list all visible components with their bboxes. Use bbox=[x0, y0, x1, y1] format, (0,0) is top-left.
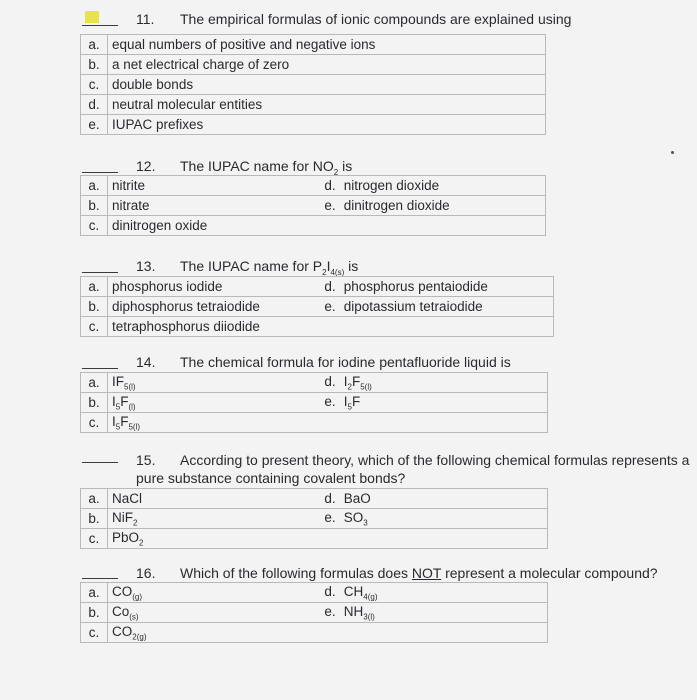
question-16-stem: 16. Which of the following formulas does NOT represent a molecular compound? bbox=[136, 565, 658, 581]
answer-blank-16[interactable] bbox=[82, 578, 118, 579]
option-row[interactable]: a. equal numbers of positive and negative ions bbox=[81, 35, 546, 55]
option-row[interactable]: c. double bonds bbox=[81, 75, 546, 95]
question-16-options bbox=[80, 582, 548, 643]
option-row[interactable]: b. $Co_{(s)}$ e. $NH_{3(l)}$ bbox=[81, 603, 548, 623]
question-15-stem: 15. According to present theory, which of the following chemical formulas represents a pure substance containing covalent bonds? bbox=[136, 452, 690, 486]
option-row[interactable]: c. $CO_{2(g)}$ bbox=[81, 623, 548, 643]
option-row[interactable]: b. $I_5F_{(l)}$ e. $I_5F$ bbox=[81, 393, 548, 413]
option-row[interactable]: b. nitrate e. dinitrogen dioxide bbox=[81, 196, 546, 216]
answer-blank-12[interactable] bbox=[82, 172, 118, 173]
question-13-options bbox=[80, 276, 554, 337]
question-15-options bbox=[80, 488, 548, 549]
option-row[interactable]: a. phosphorus iodide d. phosphorus pentaiodide bbox=[81, 277, 554, 297]
option-row[interactable]: b. NiF$_2$ e. $SO_3$ bbox=[81, 509, 548, 529]
option-row[interactable]: d. neutral molecular entities bbox=[81, 95, 546, 115]
option-row[interactable]: b. a net electrical charge of zero bbox=[81, 55, 546, 75]
question-14-options bbox=[80, 372, 548, 433]
stray-dot bbox=[671, 151, 674, 154]
option-row[interactable]: a. $IF_{5(l)}$ d. $I_2F_{5(l)}$ bbox=[81, 373, 548, 393]
answer-blank-13[interactable] bbox=[82, 272, 118, 273]
option-row[interactable]: b. diphosphorus tetraiodide e. dipotassium tetraiodide bbox=[81, 297, 554, 317]
option-row[interactable]: a. $CO_{(g)}$ d. $CH_{4(g)}$ bbox=[81, 583, 548, 603]
answer-blank-15[interactable] bbox=[82, 462, 118, 463]
question-12-options bbox=[80, 175, 546, 236]
question-11-options bbox=[80, 34, 546, 135]
option-row[interactable]: c. $I_5F_{5(l)}$ bbox=[81, 413, 548, 433]
answer-blank-14[interactable] bbox=[82, 368, 118, 369]
question-14-stem: 14. The chemical formula for iodine pentafluoride liquid is bbox=[136, 354, 511, 370]
answer-blank-11[interactable] bbox=[82, 25, 118, 26]
option-row[interactable]: a. NaCl d. BaO bbox=[81, 489, 548, 509]
question-12-stem: 12. The IUPAC name for $NO_2$ is bbox=[136, 158, 353, 177]
option-row[interactable]: a. nitrite d. nitrogen dioxide bbox=[81, 176, 546, 196]
highlight-mark bbox=[85, 11, 99, 23]
option-row[interactable]: c. dinitrogen oxide bbox=[81, 216, 546, 236]
question-13-stem: 13. The IUPAC name for $P_2I_{4(s)}$ is bbox=[136, 258, 359, 277]
option-row[interactable]: e. IUPAC prefixes bbox=[81, 115, 546, 135]
option-row[interactable]: c. PbO$_2$ bbox=[81, 529, 548, 549]
question-11-stem: 11. The empirical formulas of ionic compounds are explained using bbox=[136, 11, 572, 27]
option-row[interactable]: c. tetraphosphorus diiodide bbox=[81, 317, 554, 337]
